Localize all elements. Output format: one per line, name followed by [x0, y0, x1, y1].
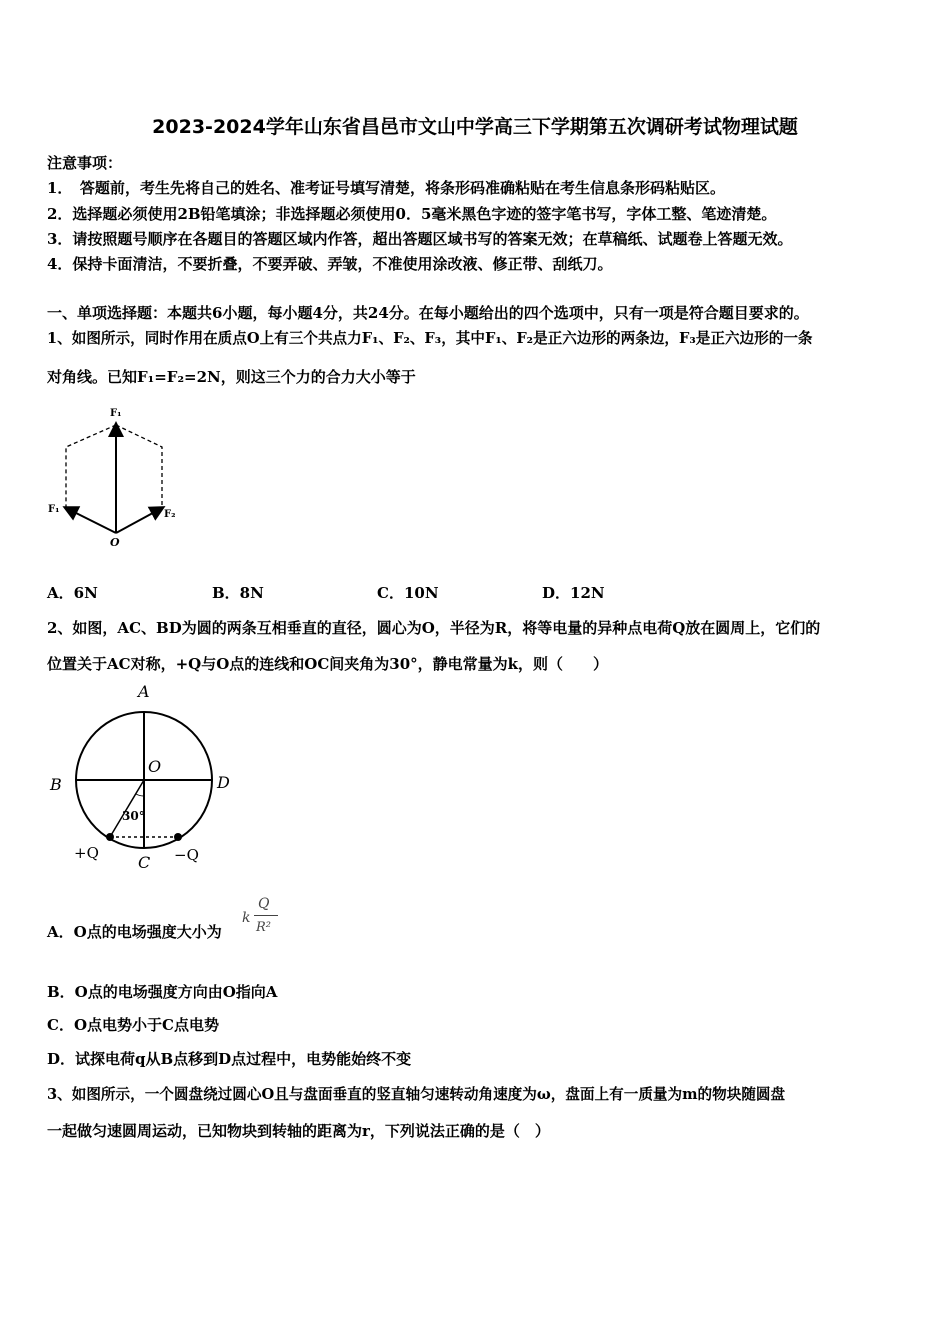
notice-item-3: 3．请按照题号顺序在各题目的答题区域内作答，超出答题区域书写的答案无效；在草稿纸、试题卷上答题无效。: [47, 230, 793, 248]
q2-stem-line2: 位置关于AC对称，+Q与O点的连线和OC间夹角为30°，静电常量为k，则（ ）: [47, 655, 609, 673]
q1-stem-line2: 对角线。已知F₁=F₂=2N，则这三个力的合力大小等于: [47, 368, 416, 386]
notice-item-1: 1． 答题前，考生先将自己的姓名、准考证号填写清楚，将条形码准确粘贴在考生信息条形码粘贴区。: [47, 179, 725, 197]
q2-option-c: C．O点电势小于C点电势: [47, 1016, 219, 1034]
q1-stem-line1: 1、如图所示，同时作用在质点O上有三个共点力F₁、F₂、F₃，其中F₁、F₂是正六边形的两条边，F₃是正六边形的一条: [47, 330, 813, 347]
notice-item-4: 4．保持卡面清洁，不要折叠，不要弄破、弄皱，不准使用涂改液、修正带、刮纸刀。: [47, 255, 613, 273]
q2-formula-k: k: [242, 910, 251, 926]
q2-stem-line1: 2、如图，AC、BD为圆的两条互相垂直的直径，圆心为O，半径为R，将等电量的异种点电荷Q放在圆周上，它们的: [47, 619, 821, 637]
page-title: 2023-2024学年山东省昌邑市文山中学高三下学期第五次调研考试物理试题: [152, 116, 798, 138]
q1-option-d: D．12N: [542, 584, 605, 602]
notice-item-2: 2．选择题必须使用2B铅笔填涂；非选择题必须使用0．5毫米黑色字迹的签字笔书写，字体工整、笔迹清楚。: [47, 205, 777, 223]
q2-label-plus-q: +Q: [74, 844, 99, 862]
q1-option-b: B．8N: [212, 584, 264, 602]
q2-option-b: B．O点的电场强度方向由O指向A: [47, 983, 278, 1001]
q2-label-a: A: [138, 682, 150, 701]
q2-label-b: B: [50, 775, 62, 794]
q1-option-a: A．6N: [47, 584, 98, 602]
section-heading: 一、单项选择题：本题共6小题，每小题4分，共24分。在每小题给出的四个选项中，只有一项是符合题目要求的。: [47, 304, 809, 322]
q3-stem-line2: 一起做匀速圆周运动，已知物块到转轴的距离为r，下列说法正确的是（ ）: [47, 1122, 550, 1140]
q1-option-c: C．10N: [377, 584, 439, 602]
q2-label-o: O: [148, 757, 162, 776]
q2-label-d: D: [217, 773, 230, 792]
q2-formula-denominator: R²: [256, 920, 271, 935]
q2-option-d: D．试探电荷q从B点移到D点过程中，电势能始终不变: [47, 1050, 412, 1068]
q1-label-right: F₂: [164, 509, 176, 520]
q2-label-minus-q: −Q: [174, 846, 199, 864]
q2-formula-numerator: Q: [258, 896, 270, 912]
q2-formula-bar: [254, 915, 278, 916]
q2-option-a: A．O点的电场强度大小为: [47, 923, 222, 941]
q1-label-origin: O: [110, 536, 120, 549]
q1-label-left: F₁: [48, 504, 60, 515]
q3-stem-line1: 3、如图所示，一个圆盘绕过圆心O且与盘面垂直的竖直轴匀速转动角速度为ω，盘面上有一质量为m的物块随圆盘: [47, 1086, 786, 1103]
notice-heading: 注意事项：: [47, 154, 123, 172]
q2-label-c: C: [138, 853, 151, 872]
q1-hexagon-figure: [44, 400, 194, 550]
q1-label-top: F₁: [110, 408, 122, 419]
q2-label-angle: 30°: [122, 809, 145, 823]
q2-circle-figure: [44, 680, 244, 880]
